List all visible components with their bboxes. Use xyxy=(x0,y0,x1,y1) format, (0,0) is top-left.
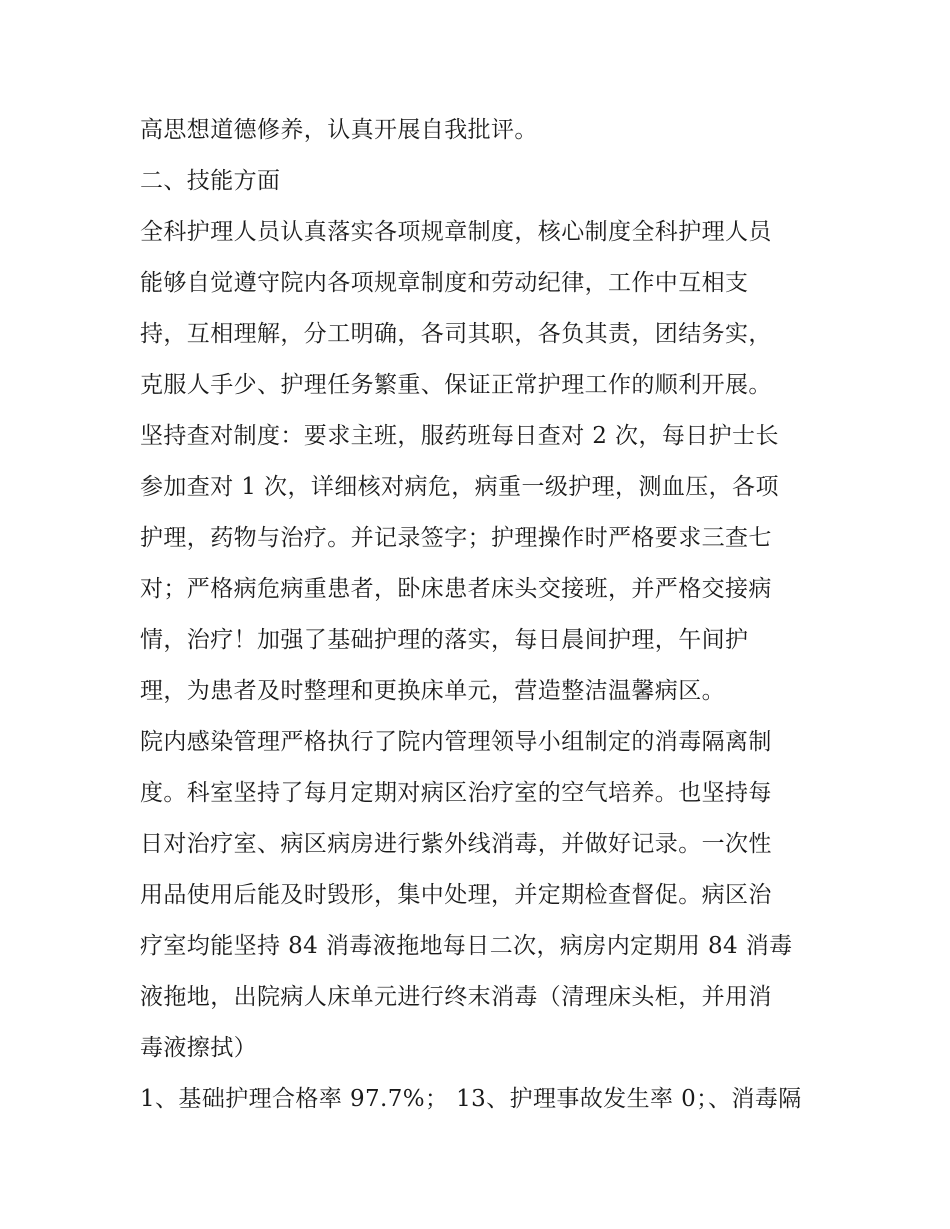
text-line: 参加查对 1 次，详细核对病危，病重一级护理，测血压，各项 xyxy=(140,474,779,500)
text-line: 院内感染管理严格执行了院内管理领导小组制定的消毒隔离制 xyxy=(140,729,772,755)
text-line: 对；严格病危病重患者，卧床患者床头交接班，并严格交接病 xyxy=(140,576,772,602)
text-line: 坚持查对制度：要求主班，服药班每日查对 2 次，每日护士长 xyxy=(140,423,779,449)
text-line: 用品使用后能及时毁形，集中处理，并定期检查督促。病区治 xyxy=(140,882,772,908)
text-line: 全科护理人员认真落实各项规章制度，核心制度全科护理人员 xyxy=(140,219,772,245)
text-line: 1、基础护理合格率 97.7%； 13、护理事故发生率 0；、消毒隔 xyxy=(140,1086,802,1112)
text-line: 毒液擦拭） xyxy=(140,1035,257,1061)
text-line: 日对治疗室、病区病房进行紫外线消毒，并做好记录。一次性 xyxy=(140,831,772,857)
text-line: 护理，药物与治疗。并记录签字；护理操作时严格要求三查七 xyxy=(140,525,772,551)
text-line: 度。科室坚持了每月定期对病区治疗室的空气培养。也坚持每 xyxy=(140,780,772,806)
text-line: 持，互相理解，分工明确，各司其职，各负其责，团结务实， xyxy=(140,321,772,347)
text-line: 液拖地，出院病人床单元进行终末消毒（清理床头柜，并用消 xyxy=(140,984,772,1010)
text-line: 疗室均能坚持 84 消毒液拖地每日二次，病房内定期用 84 消毒 xyxy=(140,933,793,959)
section-heading: 二、技能方面 xyxy=(140,168,281,194)
text-line: 克服人手少、护理任务繁重、保证正常护理工作的顺利开展。 xyxy=(140,372,772,398)
text-line: 能够自觉遵守院内各项规章制度和劳动纪律，工作中互相支 xyxy=(140,270,749,296)
text-line: 理，为患者及时整理和更换床单元，营造整洁温馨病区。 xyxy=(140,678,725,704)
text-line: 情，治疗！加强了基础护理的落实，每日晨间护理，午间护 xyxy=(140,627,749,653)
text-line: 高思想道德修养，认真开展自我批评。 xyxy=(140,117,538,143)
